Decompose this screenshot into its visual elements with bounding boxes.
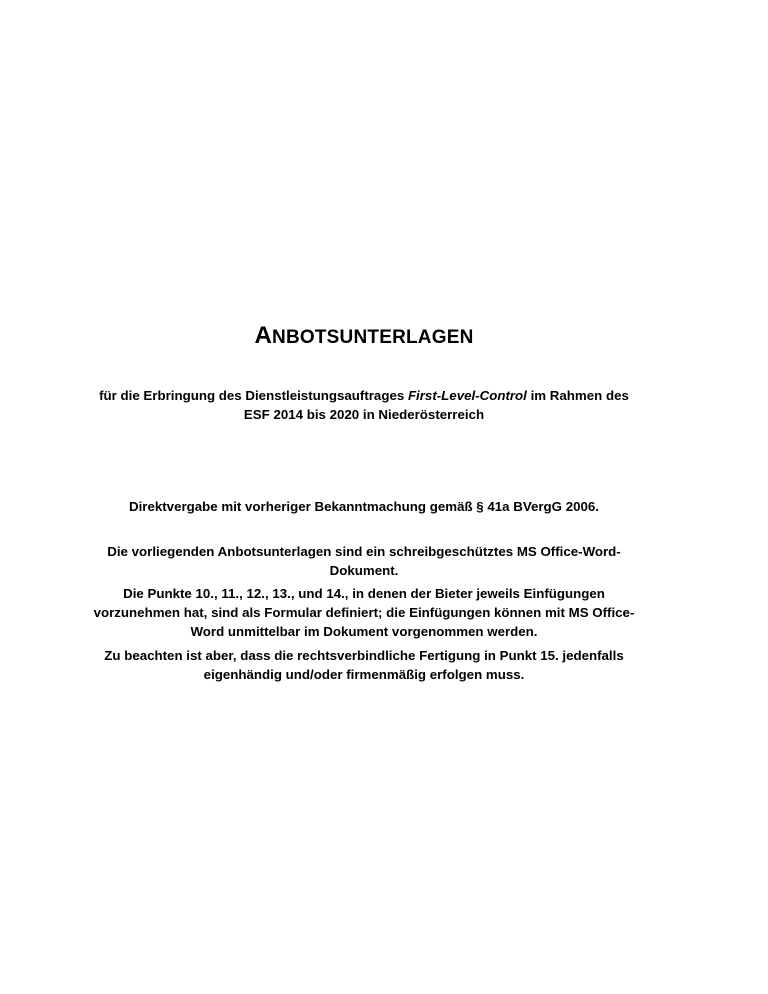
title-rest: NBOTSUNTERLAGEN — [272, 327, 474, 348]
paragraph-1-line-1: Die vorliegenden Anbotsunterlagen sind ein schreibgeschütztes MS Office-Word- — [107, 544, 621, 559]
paragraph-2 — [0, 584, 728, 641]
paragraph-2-line-3: Word unmittelbar im Dokument vorgenommen werden. — [190, 624, 538, 639]
subtitle-line-2: ESF 2014 bis 2020 in Niederösterreich — [243, 407, 485, 422]
subtitle-line-1-pre: für die Erbringung des Dienstleistungsauftrages — [99, 388, 408, 403]
paragraph-1-line-2: Dokument. — [329, 563, 399, 578]
paragraph-3-line-2: eigenhändig und/oder firmenmäßig erfolgen muss. — [203, 667, 525, 682]
subtitle-line-1-post: im Rahmen des — [526, 388, 629, 403]
paragraph-2-line-1: Die Punkte 10., 11., 12., 13., und 14., in denen der Bieter jeweils Einfügungen — [123, 586, 605, 601]
subtitle-line-1 — [0, 386, 728, 405]
paragraph-3 — [0, 646, 728, 684]
paragraph-3-line-1: Zu beachten ist aber, dass die rechtsverbindliche Fertigung in Punkt 15. jedenfalls — [104, 648, 624, 663]
paragraph-1 — [0, 542, 728, 580]
paragraph-2-line-2: vorzunehmen hat, sind als Formular definiert; die Einfügungen können mit MS Office- — [93, 605, 635, 620]
document-title — [0, 322, 728, 350]
direktvergabe-statement: Direktvergabe mit vorheriger Bekanntmachung gemäß § 41a BVergG 2006. — [128, 499, 599, 514]
document-subtitle — [0, 386, 728, 424]
title-initial: A — [254, 322, 273, 349]
subtitle-line-1-emphasis: First-Level-Control — [407, 388, 527, 403]
